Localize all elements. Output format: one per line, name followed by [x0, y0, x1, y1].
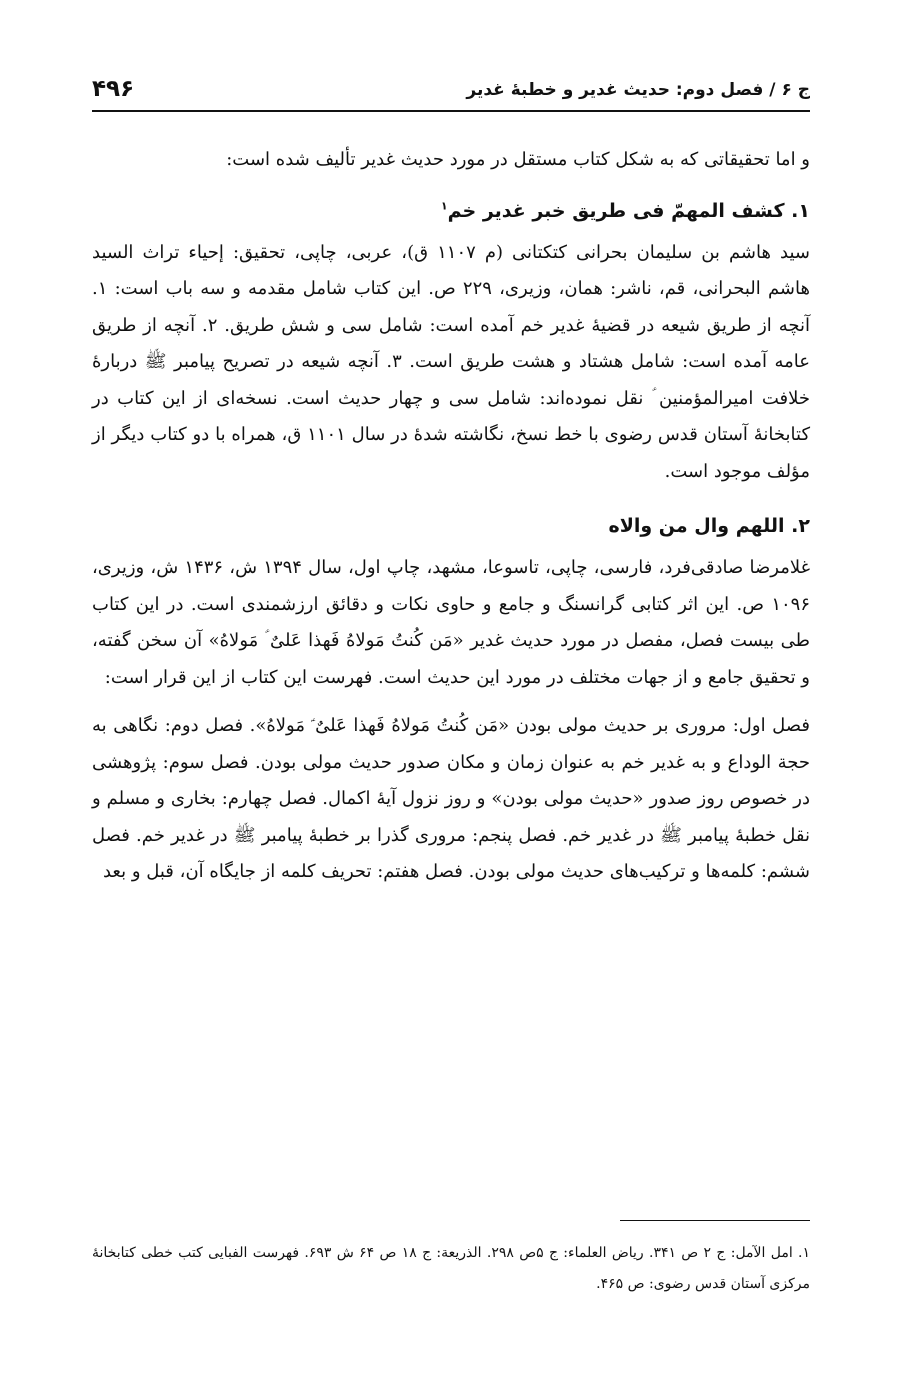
- book-2-description: غلامرضا صادقی‌فرد، فارسی، چاپی، تاسوعا، مشهد، چاپ اول، سال ۱۳۹۴ ش، ۱۴۳۶ ش، وزیری، ۱۰۹۶ ص. این اثر کتابی گرانسنگ و جامع و حاوی نکات و دقائق ارزشمندی است. در این کتاب طی بیست فصل، مفصل در مورد حدیث غدیر «مَن کُنتُ مَولاهُ فَهذا عَلیٌ ؑ مَولاهُ» آن سخن گفته، و تحقیق جامع و از جهات مختلف در مورد این حدیث است. فهرست این کتاب از این قرار است:: [92, 557, 810, 688]
- running-header: [92, 60, 810, 112]
- book-1-description: سید هاشم بن سلیمان بحرانی کتکتانی (م ۱۱۰۷ ق)، عربی، چاپی، تحقیق: إحیاء تراث السید هاشم البحرانی، قم، ناشر: همان، وزیری، ۲۲۹ ص. این کتاب شامل مقدمه و سه باب است: ۱. آنچه از طریق شیعه در قضیهٔ غدیر خم آمده است: شامل سی و شش طریق. ۲. آنچه از طریق عامه آمده است: شامل هشتاد و هشت طریق است. ۳. آنچه شیعه در تصریح پیامبر ﷺ دربارهٔ خلافت امیرالمؤمنین ؑ نقل نموده‌اند: شامل سی و چهار حدیث است. نسخه‌ای از این کتاب در کتابخانهٔ آستان قدس رضوی با خط نسخ، نگاشته شدهٔ در سال ۱۱۰۱ ق، همراه با دو کتاب دیگر از مؤلف موجود است.: [92, 241, 811, 482]
- book-1-title: ۱. کشف المهمّ فی طریق خبر غدیر خم: [447, 199, 810, 222]
- running-header-title: ج ۶ / فصل دوم: حدیث غدیر و خطبهٔ غدیر: [466, 80, 810, 100]
- book-page: [92, 60, 810, 891]
- book-2-heading: ۲. اللهم وال من والاه: [608, 515, 810, 537]
- main-text: [92, 112, 810, 891]
- footnote-separator: [620, 1220, 810, 1221]
- footnote-1: ۱. امل الآمل: ج ۲ ص ۳۴۱. ریاض العلماء: ج ۵ص ۲۹۸. الذریعة: ج ۱۸ ص ۶۴ ش ۶۹۳. فهرست الفبایی کتب خطی کتابخانهٔ مرکزی آستان قدس رضوی: ص ۴۶۵.: [92, 1245, 811, 1292]
- book-2-chapter-list: فصل اول: مروری بر حدیث مولی بودن «مَن کُنتُ مَولاهُ فَهذا عَلیٌ ؑ مَولاهُ». فصل دوم: نگاهی به حجة الوداع و به غدیر خم به عنوان زمان و مکان صدور حدیث مولی بودن. فصل سوم: پژوهشی در خصوص روز صدور «حدیث مولی بودن» و روز نزول آیهٔ اکمال. فصل چهارم: بخاری و مسلم و نقل خطبهٔ پیامبر ﷺ در غدیر خم. فصل پنجم: مروری گذرا بر خطبهٔ پیامبر ﷺ در غدیر خم. فصل ششم: کلمه‌ها و ترکیب‌های حدیث مولی بودن. فصل هفتم: تحریف کلمه از جایگاه آن، قبل و بعد: [92, 715, 810, 882]
- footnotes: [92, 1238, 810, 1300]
- intro-paragraph: و اما تحقیقاتی که به شکل کتاب مستقل در مورد حدیث غدیر تألیف شده است:: [226, 149, 810, 170]
- page-number: ۴۹۶: [92, 76, 135, 102]
- book-1-heading: [92, 191, 810, 231]
- footnote-reference: ۱: [440, 199, 448, 213]
